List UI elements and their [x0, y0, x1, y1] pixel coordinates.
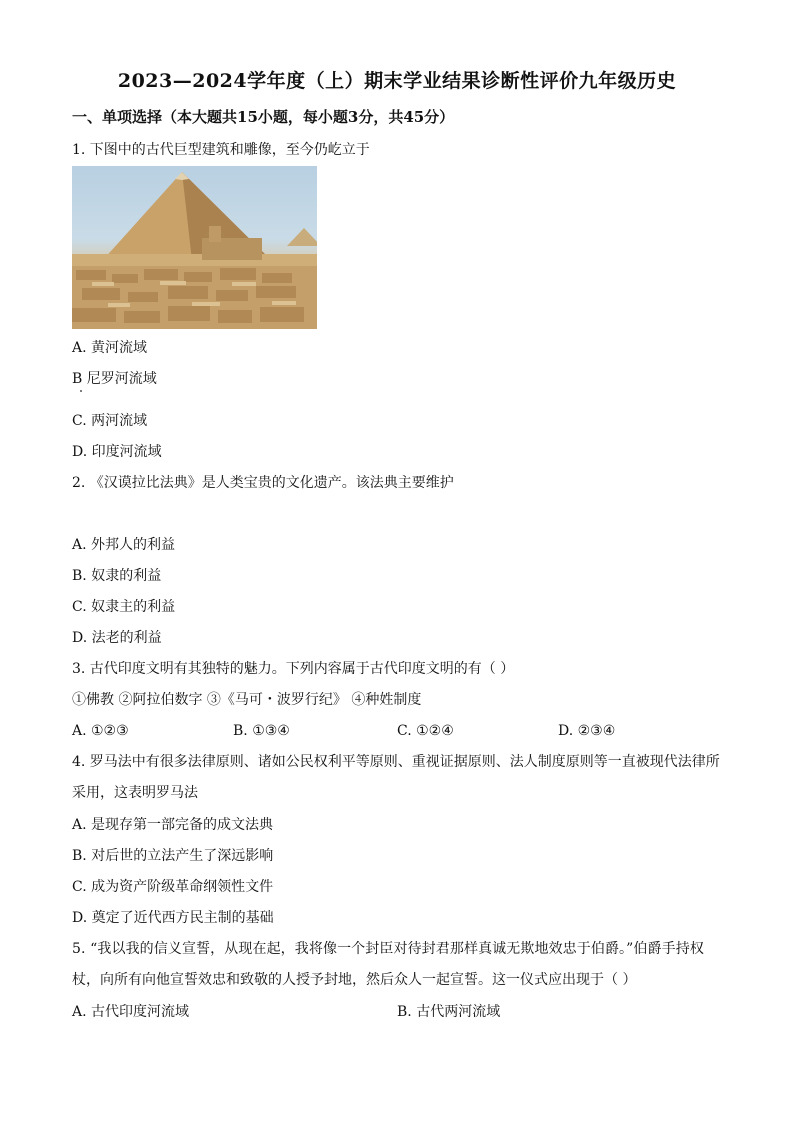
page-title: 2023—2024学年度（上）期末学业结果诊断性评价九年级历史: [117, 70, 677, 92]
pyramid-sphinx-image: [72, 166, 317, 329]
section-heading: 一、单项选择（本大题共15小题，每小题3分，共45分）: [72, 108, 455, 126]
question-2-option-d: D. 法老的利益: [72, 630, 162, 646]
question-3-items: ①佛教 ②阿拉伯数字 ③《马可・波罗行纪》 ④种姓制度: [72, 692, 422, 708]
question-4-stem-line-2: 采用，这表明罗马法: [72, 785, 198, 801]
question-3-option-a: A. ①②③: [72, 723, 129, 739]
question-3-option-c: C. ①②④: [397, 723, 454, 739]
question-5-stem-line-1: 5. “我以我的信义宣誓，从现在起，我将像一个封臣对待封君那样真诚无欺地效忠于伯爵。”伯爵手持权: [72, 941, 704, 957]
question-4-stem-line-1: 4. 罗马法中有很多法律原则、诸如公民权利平等原则、重视证据原则、法人制度原则等一直被现代法律所: [72, 754, 720, 770]
question-1-option-d: D. 印度河流域: [72, 444, 162, 460]
question-4-option-a: A. 是现存第一部完备的成文法典: [72, 817, 274, 833]
question-3-option-d: D. ②③④: [558, 723, 616, 739]
question-3-option-b: B. ①③④: [233, 723, 290, 739]
question-1-option-c: C. 两河流域: [72, 413, 148, 429]
question-2-option-c: C. 奴隶主的利益: [72, 599, 176, 615]
question-5-option-a: A. 古代印度河流域: [72, 1004, 190, 1020]
question-4-option-b: B. 对后世的立法产生了深远影响: [72, 848, 274, 864]
question-1-option-b: B 尼罗河流域: [72, 371, 157, 387]
question-4-option-c: C. 成为资产阶级革命纲领性文件: [72, 879, 274, 895]
question-3-stem: 3. 古代印度文明有其独特的魅力。下列内容属于古代印度文明的有（ ）: [72, 661, 515, 677]
question-1-option-a: A. 黄河流域: [72, 340, 148, 356]
question-5-stem-line-2: 杖，向所有向他宣誓效忠和致敬的人授予封地，然后众人一起宣誓。这一仪式应出现于（ ）: [72, 972, 637, 988]
question-1-stem: 1. 下图中的古代巨型建筑和雕像，至今仍屹立于: [72, 142, 370, 158]
question-2-stem: 2. 《汉谟拉比法典》是人类宝贵的文化遗产。该法典主要维护: [72, 475, 454, 491]
stray-dot: [80, 390, 82, 392]
question-2-option-b: B. 奴隶的利益: [72, 568, 162, 584]
question-4-option-d: D. 奠定了近代西方民主制的基础: [72, 910, 274, 926]
question-5-option-b: B. 古代两河流域: [397, 1004, 501, 1020]
question-2-option-a: A. 外邦人的利益: [72, 537, 176, 553]
